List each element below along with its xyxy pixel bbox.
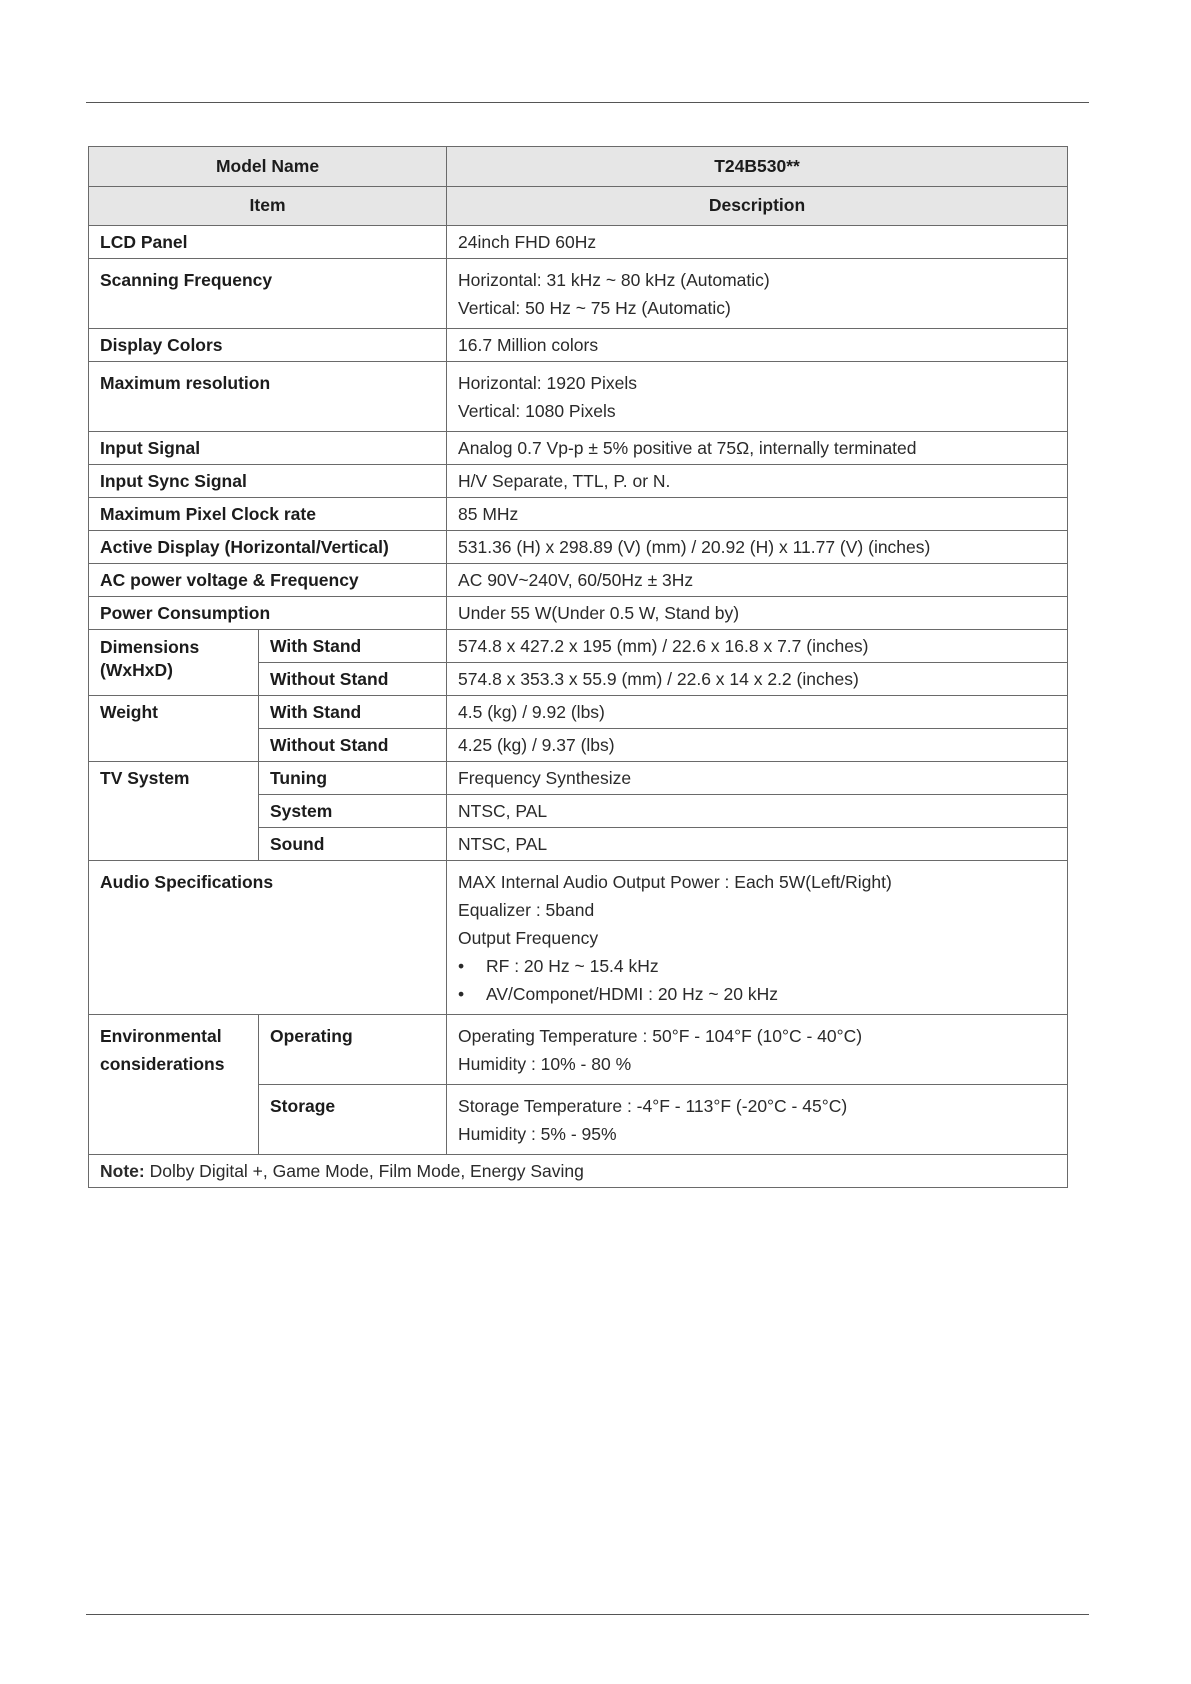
row-sublabel: Without Stand — [259, 663, 447, 696]
value-line: Output Frequency — [458, 928, 599, 948]
row-label: Active Display (Horizontal/Vertical) — [89, 531, 447, 564]
footer-rule — [86, 1614, 1089, 1615]
model-name-value: T24B530** — [447, 147, 1068, 187]
bullet-item — [458, 952, 1056, 980]
value-line: MAX Internal Audio Output Power : Each 5W(Left/Right) — [458, 872, 892, 892]
row-sublabel: With Stand — [259, 696, 447, 729]
header-rule — [86, 102, 1089, 103]
table-row — [89, 597, 1068, 630]
row-label: Power Consumption — [89, 597, 447, 630]
bullet-text: RF : 20 Hz ~ 15.4 kHz — [486, 956, 659, 976]
table-header-model — [89, 147, 1068, 187]
table-row — [89, 762, 1068, 795]
value-line: Vertical: 1080 Pixels — [458, 401, 616, 421]
value-line: Humidity : 10% - 80 % — [458, 1054, 632, 1074]
row-value: 4.25 (kg) / 9.37 (lbs) — [447, 729, 1068, 762]
row-sublabel: Sound — [259, 828, 447, 861]
table-row — [89, 630, 1068, 663]
row-label: Scanning Frequency — [89, 259, 447, 329]
table-row — [89, 329, 1068, 362]
note-text: Dolby Digital +, Game Mode, Film Mode, Energy Saving — [144, 1161, 584, 1181]
row-label: LCD Panel — [89, 226, 447, 259]
row-value: 4.5 (kg) / 9.92 (lbs) — [447, 696, 1068, 729]
note-row — [89, 1155, 1068, 1188]
label-line: considerations — [100, 1054, 225, 1074]
bullet-glyph: • — [458, 984, 465, 1004]
model-name-header: Model Name — [89, 147, 447, 187]
row-value: Under 55 W(Under 0.5 W, Stand by) — [447, 597, 1068, 630]
table-row — [89, 696, 1068, 729]
row-value: Frequency Synthesize — [447, 762, 1068, 795]
table-row — [89, 432, 1068, 465]
bullet-glyph: • — [458, 956, 465, 976]
row-sublabel: Tuning — [259, 762, 447, 795]
row-sublabel: With Stand — [259, 630, 447, 663]
row-label: Input Sync Signal — [89, 465, 447, 498]
table-row — [89, 1015, 1068, 1085]
row-value: AC 90V~240V, 60/50Hz ± 3Hz — [447, 564, 1068, 597]
row-label: TV System — [89, 762, 259, 861]
row-value — [447, 1085, 1068, 1155]
table-row — [89, 498, 1068, 531]
row-label: Display Colors — [89, 329, 447, 362]
row-value — [447, 861, 1068, 1015]
row-label: Maximum Pixel Clock rate — [89, 498, 447, 531]
row-sublabel: Storage — [259, 1085, 447, 1155]
row-sublabel: System — [259, 795, 447, 828]
row-value: Analog 0.7 Vp-p ± 5% positive at 75Ω, internally terminated — [447, 432, 1068, 465]
table-row — [89, 531, 1068, 564]
table-header-columns — [89, 187, 1068, 226]
table-row — [89, 861, 1068, 1015]
note-label: Note: — [100, 1161, 145, 1181]
value-line: Storage Temperature : -4°F - 113°F (-20°C - 45°C) — [458, 1096, 848, 1116]
table-row — [89, 1155, 1068, 1188]
label-line: Environmental — [100, 1026, 222, 1046]
row-value: NTSC, PAL — [447, 795, 1068, 828]
row-value: 531.36 (H) x 298.89 (V) (mm) / 20.92 (H) x 11.77 (V) (inches) — [447, 531, 1068, 564]
row-value — [447, 362, 1068, 432]
row-label: Dimensions (WxHxD) — [89, 630, 259, 696]
value-line: Horizontal: 31 kHz ~ 80 kHz (Automatic) — [458, 270, 770, 290]
bullet-item — [458, 980, 1056, 1008]
row-value: 574.8 x 427.2 x 195 (mm) / 22.6 x 16.8 x 7.7 (inches) — [447, 630, 1068, 663]
row-label: AC power voltage & Frequency — [89, 564, 447, 597]
table-row — [89, 465, 1068, 498]
table-row — [89, 259, 1068, 329]
value-line: Vertical: 50 Hz ~ 75 Hz (Automatic) — [458, 298, 731, 318]
row-label: Audio Specifications — [89, 861, 447, 1015]
row-value — [447, 259, 1068, 329]
row-label — [89, 1015, 259, 1155]
table-row — [89, 226, 1068, 259]
row-label: Weight — [89, 696, 259, 762]
row-value: NTSC, PAL — [447, 828, 1068, 861]
table-row — [89, 564, 1068, 597]
value-line: Humidity : 5% - 95% — [458, 1124, 617, 1144]
table-row — [89, 362, 1068, 432]
row-value: H/V Separate, TTL, P. or N. — [447, 465, 1068, 498]
value-line: Horizontal: 1920 Pixels — [458, 373, 637, 393]
spec-table — [88, 146, 1068, 1188]
row-value: 574.8 x 353.3 x 55.9 (mm) / 22.6 x 14 x 2.2 (inches) — [447, 663, 1068, 696]
item-column-header: Item — [89, 187, 447, 226]
row-label: Maximum resolution — [89, 362, 447, 432]
row-value — [447, 1015, 1068, 1085]
bullet-text: AV/Componet/HDMI : 20 Hz ~ 20 kHz — [486, 984, 778, 1004]
row-value: 16.7 Million colors — [447, 329, 1068, 362]
row-sublabel: Operating — [259, 1015, 447, 1085]
row-value: 24inch FHD 60Hz — [447, 226, 1068, 259]
value-line: Operating Temperature : 50°F - 104°F (10°C - 40°C) — [458, 1026, 863, 1046]
row-label: Input Signal — [89, 432, 447, 465]
row-value: 85 MHz — [447, 498, 1068, 531]
value-line: Equalizer : 5band — [458, 900, 595, 920]
row-sublabel: Without Stand — [259, 729, 447, 762]
description-column-header: Description — [447, 187, 1068, 226]
